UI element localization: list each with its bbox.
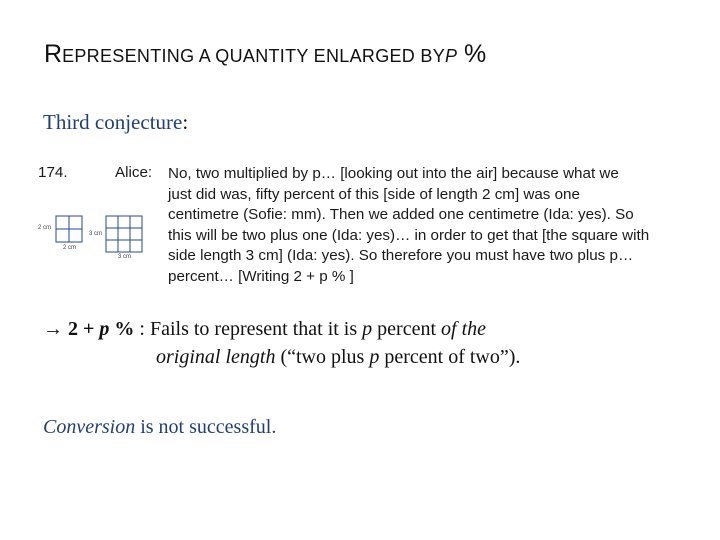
- claim-text: (“two plus: [275, 346, 370, 368]
- slide-title: [44, 40, 486, 69]
- claim-emphasis: original length: [156, 346, 276, 368]
- title-body: EPRESENTING A QUANTITY ENLARGED BY: [62, 46, 446, 66]
- formula-part: %: [109, 318, 135, 340]
- small-square-bottom-label: 2 cm: [63, 245, 77, 251]
- utterance-line: No, two multiplied by p… [looking out into the air] because what we: [168, 165, 619, 182]
- utterance-line: this will be two plus one (Ida: yes)… in order to get that [the square with: [168, 226, 650, 244]
- conclusion: [43, 416, 276, 439]
- transcript-utterance: [168, 164, 703, 288]
- claim-text: : Fails to represent that it is: [134, 318, 363, 340]
- conclusion-emphasis: Conversion: [43, 416, 136, 438]
- utterance-line: centimetre (Sofie: mm). Then we added one centimetre (Ida: yes). So: [168, 206, 634, 224]
- claim-variable: p: [369, 346, 380, 368]
- claim-continuation: [156, 346, 520, 369]
- claim-variable: p: [362, 318, 373, 340]
- formula-part: 2 +: [68, 318, 100, 340]
- claim-text: percent: [372, 318, 442, 340]
- title-percent: %: [457, 40, 487, 68]
- transcript-line-number: 174.: [38, 164, 68, 181]
- claim-formula: [68, 318, 134, 340]
- claim-emphasis: of the: [441, 318, 487, 340]
- title-variable: P: [445, 46, 458, 66]
- title-initial: R: [44, 40, 63, 68]
- small-square-side-label: 2 cm: [38, 225, 52, 231]
- subtitle: [43, 110, 188, 135]
- conclusion-text: is not successful.: [135, 416, 277, 438]
- right-arrow-icon: →: [43, 318, 63, 340]
- small-square-figure: [36, 214, 91, 258]
- large-square-bottom-label: 3 cm: [118, 254, 132, 260]
- small-square-grid: [36, 214, 91, 258]
- subtitle-colon: :: [182, 110, 189, 134]
- utterance-line: percent… [Writing 2 + p % ]: [168, 267, 354, 285]
- utterance-line: just did was, fifty percent of this [side of length 2 cm] was one: [168, 185, 580, 203]
- subtitle-text: Third conjecture: [43, 110, 183, 134]
- large-square-figure: [88, 214, 148, 264]
- claim-line: [43, 318, 486, 341]
- claim-text: percent of two”).: [379, 346, 521, 368]
- utterance-line: side length 3 cm] (Ida: yes). So therefore you must have two plus p…: [168, 247, 634, 265]
- large-square-side-label: 3 cm: [89, 231, 103, 237]
- formula-variable: p: [99, 318, 110, 340]
- transcript-excerpt: [28, 158, 708, 298]
- transcript-speaker: Alice:: [115, 164, 153, 181]
